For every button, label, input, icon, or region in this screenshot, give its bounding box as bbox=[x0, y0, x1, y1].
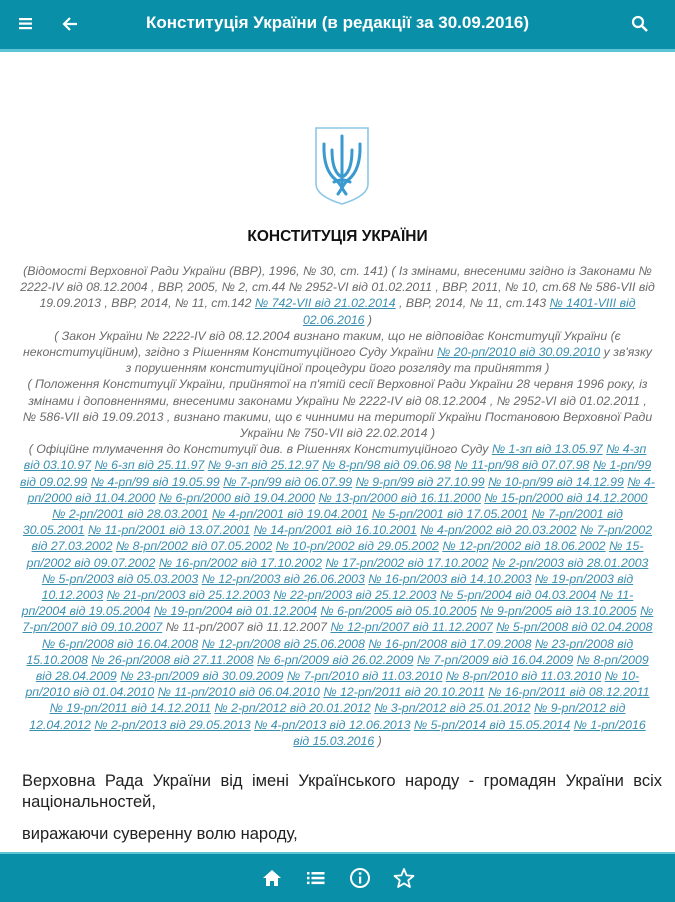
decision-link[interactable]: № 10-рп/2010 від 01.04.2010 bbox=[25, 669, 640, 700]
metadata-text: ) bbox=[364, 312, 373, 327]
decision-link[interactable]: № 26-рп/2008 від 27.11.2008 bbox=[91, 652, 254, 667]
decision-link[interactable]: № 9-рп/99 від 27.10.99 bbox=[355, 474, 485, 489]
decision-link[interactable]: № 19-рп/2004 від 01.12.2004 bbox=[153, 604, 317, 619]
decision-link[interactable]: № 4-рп/2002 від 20.03.2002 bbox=[420, 523, 577, 538]
metadata-block bbox=[20, 328, 655, 377]
decision-link[interactable]: № 5-рп/2004 від 04.03.2004 bbox=[439, 588, 597, 603]
metadata-text: у зв'язку з порушенням конституційної процедури його розгляду та прийняття ) bbox=[125, 345, 652, 376]
decision-link[interactable]: № 12-рп/2002 від 18.06.2002 bbox=[442, 539, 606, 554]
metadata-block bbox=[20, 376, 655, 441]
info-icon[interactable] bbox=[347, 865, 373, 891]
decision-link[interactable]: № 742-VII від 21.02.2014 bbox=[254, 296, 396, 311]
decision-link[interactable]: № 13-рп/2000 від 16.11.2000 bbox=[318, 490, 481, 505]
document-title: КОНСТИТУЦІЯ УКРАЇНИ bbox=[247, 228, 428, 245]
decision-link[interactable]: № 7-рп/99 від 06.07.99 bbox=[223, 474, 353, 489]
decision-link[interactable]: № 1-зп від 13.05.97 bbox=[491, 442, 603, 457]
decision-link[interactable]: № 10-рп/99 від 14.12.99 bbox=[488, 474, 624, 489]
decision-link[interactable]: № 12-рп/2007 від 11.12.2007 bbox=[330, 620, 493, 635]
decision-link[interactable]: № 21-рп/2003 від 25.12.2003 bbox=[106, 588, 270, 603]
decision-link[interactable]: № 1-рп/2016 від 15.03.2016 bbox=[293, 717, 646, 748]
decision-link[interactable]: № 5-рп/2001 від 17.05.2001 bbox=[371, 507, 529, 522]
decision-link[interactable]: № 4-рп/2013 від 12.06.2013 bbox=[254, 717, 411, 732]
metadata-text: ) bbox=[374, 733, 382, 748]
decision-link[interactable]: № 15-рп/2002 від 09.07.2002 bbox=[26, 539, 644, 570]
metadata-text: ( Закон України № 2222-IV від 08.12.2004 визнано таким, що не відповідає Конституції України (є неконституційним), згідно з Рішенням Конституційного Суду України bbox=[23, 328, 621, 360]
star-icon[interactable] bbox=[391, 865, 417, 891]
decision-link[interactable]: № 2-рп/2013 від 29.05.2013 bbox=[94, 717, 251, 732]
decision-link[interactable]: № 7-рп/2010 від 11.03.2010 bbox=[286, 669, 443, 684]
document-view[interactable] bbox=[0, 52, 675, 852]
decision-link[interactable]: № 16-рп/2002 від 17.10.2002 bbox=[158, 555, 322, 570]
metadata-block bbox=[20, 441, 655, 749]
decision-link[interactable]: № 5-рп/2003 від 05.03.2003 bbox=[41, 571, 199, 586]
decision-link[interactable]: № 4-зп від 03.10.97 bbox=[23, 442, 647, 473]
decision-link[interactable]: № 6-зп від 25.11.97 bbox=[94, 458, 205, 473]
document-metadata bbox=[20, 263, 655, 749]
decision-link[interactable]: № 8-рп/2010 від 11.03.2010 bbox=[445, 669, 602, 684]
decision-link[interactable]: № 9-рп/2012 від 12.04.2012 bbox=[29, 701, 626, 732]
metadata-text: № 11-рп/2007 від 11.12.2007 bbox=[162, 620, 331, 635]
decision-link[interactable]: № 6-рп/2005 від 05.10.2005 bbox=[320, 604, 477, 619]
decision-link[interactable]: № 4-рп/2000 від 11.04.2000 bbox=[27, 474, 655, 505]
decision-link[interactable]: № 16-рп/2011 від 08.12.2011 bbox=[488, 685, 650, 700]
decision-link[interactable]: № 12-рп/2008 від 25.06.2008 bbox=[201, 636, 365, 651]
decision-link[interactable]: № 8-рп/2002 від 07.05.2002 bbox=[115, 539, 273, 554]
decision-link[interactable]: № 15-рп/2000 від 14.12.2000 bbox=[484, 490, 648, 505]
body-paragraph: Верховна Рада України від імені Українського народу - громадян України всіх національностей, bbox=[22, 772, 662, 811]
metadata-block bbox=[20, 263, 655, 328]
decision-link[interactable]: № 22-рп/2003 від 25.12.2003 bbox=[273, 588, 437, 603]
decision-link[interactable]: № 7-рп/2002 від 27.03.2002 bbox=[31, 523, 653, 554]
decision-link[interactable]: № 2-рп/2003 від 28.01.2003 bbox=[492, 555, 649, 570]
decision-link[interactable]: № 11-рп/98 від 07.07.98 bbox=[454, 458, 590, 473]
decision-link[interactable]: № 3-рп/2012 від 25.01.2012 bbox=[374, 701, 531, 716]
decision-link[interactable]: № 12-рп/2011 від 20.10.2011 bbox=[323, 685, 485, 700]
decision-link[interactable]: № 1401-VIII від 02.06.2016 bbox=[302, 296, 636, 327]
decision-link[interactable]: № 4-рп/99 від 19.05.99 bbox=[90, 474, 220, 489]
decision-link[interactable]: № 19-рп/2003 від 10.12.2003 bbox=[41, 571, 634, 603]
decision-link[interactable]: № 7-рп/2007 від 09.10.2007 bbox=[22, 604, 654, 635]
metadata-text: ( Офіційне тлумачення до Конституції див. в Рішеннях Конституційного Суду bbox=[28, 442, 492, 457]
decision-link[interactable]: № 11-рп/2010 від 06.04.2010 bbox=[157, 685, 320, 700]
decision-link[interactable]: № 1-рп/99 від 09.02.99 bbox=[20, 458, 652, 489]
decision-link[interactable]: № 16-рп/2003 від 14.10.2003 bbox=[368, 571, 532, 586]
decision-link[interactable]: № 20-рп/2010 від 30.09.2010 bbox=[437, 345, 601, 360]
decision-link[interactable]: № 9-зп від 25.12.97 bbox=[207, 458, 319, 473]
coat-of-arms-icon bbox=[314, 126, 370, 206]
decision-link[interactable]: № 17-рп/2002 від 17.10.2002 bbox=[325, 555, 489, 570]
decision-link[interactable]: № 2-рп/2012 від 20.01.2012 bbox=[214, 701, 371, 716]
decision-link[interactable]: № 8-рп/98 від 09.06.98 bbox=[322, 458, 452, 473]
page-title: Конституція України (в редакції за 30.09.2016) bbox=[145, 13, 530, 32]
decision-link[interactable]: № 6-рп/2000 від 19.04.2000 bbox=[158, 490, 316, 505]
decision-link[interactable]: № 8-рп/2009 від 28.04.2009 bbox=[35, 652, 649, 684]
decision-link[interactable]: № 5-рп/2014 від 15.05.2014 bbox=[413, 717, 571, 732]
decision-link[interactable]: № 16-рп/2008 від 17.09.2008 bbox=[368, 636, 532, 651]
metadata-text: , ВВР, 2014, № 11, ст.143 bbox=[395, 296, 550, 311]
decision-link[interactable]: № 4-рп/2001 від 19.04.2001 bbox=[211, 507, 369, 522]
decision-link[interactable]: № 9-рп/2005 від 13.10.2005 bbox=[480, 604, 637, 619]
decision-link[interactable]: № 6-рп/2009 від 26.02.2009 bbox=[257, 652, 414, 667]
decision-link[interactable]: № 2-рп/2001 від 28.03.2001 bbox=[52, 507, 209, 522]
app-header bbox=[0, 0, 675, 52]
body-paragraph: виражаючи суверенну волю народу, bbox=[22, 825, 298, 843]
decision-link[interactable]: № 5-рп/2008 від 02.04.2008 bbox=[496, 620, 653, 635]
search-icon[interactable] bbox=[624, 8, 656, 40]
decision-link[interactable]: № 11-рп/2004 від 19.05.2004 bbox=[21, 588, 634, 619]
list-icon[interactable] bbox=[303, 865, 329, 891]
decision-link[interactable]: № 11-рп/2001 від 13.07.2001 bbox=[87, 523, 251, 538]
decision-link[interactable]: № 19-рп/2011 від 14.12.2011 bbox=[49, 701, 211, 716]
metadata-text: ( Положення Конституції України, прийнятої на п'ятій сесії Верховної Ради України 28 червня 1996 року, із змінами і доповненнями, внесеними законами України № 2222-IV від 08.12.2004 , № 2952-VI від 01.02.2011 , № 586-VII від 19.09.2013 , визнано такими, що є чинними на території України Постановою Верховної Ради України № 750-VII від 22.02.2014 ) bbox=[22, 377, 653, 441]
metadata-text: (Відомості Верховної Ради України (ВВР), 1996, № 30, ст. 141) ( Із змінами, внесеними згідно із Законами № 2222-IV від 08.12.2004 , ВВР, 2005, № 2, ст.44 № 2952-VI від 01.02.2011 , ВВР, 2011, № 10, ст.68 № 586-VII від 19.09.2013 , ВВР, 2014, № 11, ст.142 bbox=[20, 264, 655, 311]
home-icon[interactable] bbox=[259, 865, 285, 891]
decision-link[interactable]: № 7-рп/2001 від 30.05.2001 bbox=[22, 507, 623, 538]
decision-link[interactable]: № 12-рп/2003 від 26.06.2003 bbox=[201, 571, 365, 586]
decision-link[interactable]: № 10-рп/2002 від 29.05.2002 bbox=[275, 539, 439, 554]
decision-link[interactable]: № 14-рп/2001 від 16.10.2001 bbox=[253, 523, 417, 538]
decision-link[interactable]: № 6-рп/2008 від 16.04.2008 bbox=[41, 636, 199, 651]
bottom-navigation bbox=[0, 852, 675, 902]
decision-link[interactable]: № 7-рп/2009 від 16.04.2009 bbox=[416, 652, 574, 667]
decision-link[interactable]: № 23-рп/2008 від 15.10.2008 bbox=[26, 636, 634, 667]
decision-link[interactable]: № 23-рп/2009 від 30.09.2009 bbox=[120, 669, 284, 684]
